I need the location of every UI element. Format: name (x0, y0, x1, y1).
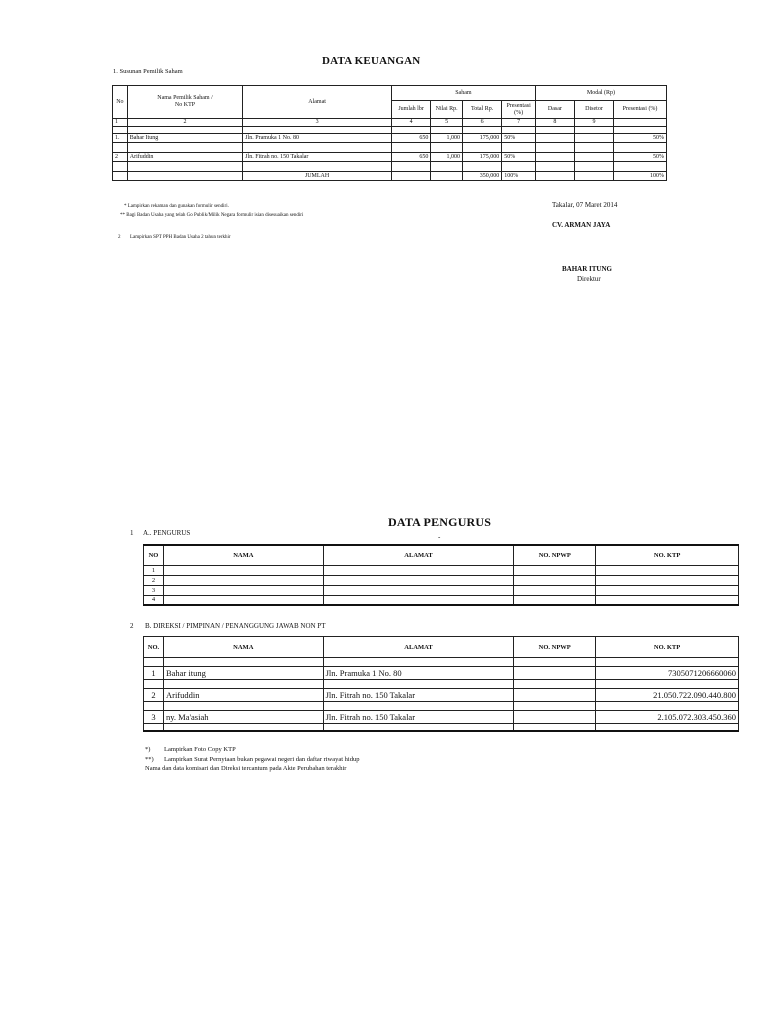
header-ktp: NO. KTP (596, 545, 739, 565)
signer-name: BAHAR ITUNG (562, 265, 612, 273)
col-number: 8 (535, 119, 574, 127)
header-no: NO (144, 545, 164, 565)
director-name: Arifuddin (163, 689, 323, 702)
jumlah-pct-modal: 100% (614, 172, 667, 181)
section-b-number: 2 (130, 622, 134, 630)
header-nama: NAMA (163, 545, 323, 565)
footnote-2: Lampirkan Surat Pernytaan bukan pegawai negeri dan daftar riwayat hidup (164, 756, 360, 763)
shareholder-address: Jln. Fitrah no. 150 Takalar (243, 153, 392, 162)
col-number: 7 (502, 119, 536, 127)
header-nama: NAMA (163, 637, 323, 658)
director-name: Bahar itung (163, 667, 323, 680)
col-number: 5 (431, 119, 463, 127)
keuangan-title: DATA KEUANGAN (322, 55, 421, 67)
note-spt: Lampirkan SPT PPH Badan Usaha 2 tahun terkhir (130, 235, 231, 240)
signer-title: Direktur (577, 275, 601, 283)
col-number: 9 (574, 119, 613, 127)
header-nilai-rp: Nilai Rp. (431, 101, 463, 119)
director-name: ny. Ma'asiah (163, 711, 323, 724)
header-ktp: NO. KTP (596, 637, 739, 658)
header-dasar: Dasar (535, 101, 574, 119)
header-npwp: NO. NPWP (514, 637, 596, 658)
header-alamat: ALAMAT (323, 545, 514, 565)
note-spt-number: 2 (118, 235, 121, 240)
section-b-label: B. DIREKSI / PIMPINAN / PENANGGUNG JAWAB NON PT (145, 622, 326, 630)
footnote-3: Nama dan data komisari dan Direksi tercantum pada Akte Perubahan terakhir (145, 765, 347, 772)
header-saham: Saham (391, 86, 535, 101)
header-npwp: NO. NPWP (514, 545, 596, 565)
table-row: 2 (144, 575, 739, 585)
header-no: No (113, 86, 128, 119)
table-row: 1. Bahar Itung Jln. Pramuka 1 No. 80 650 1,000 175,000 50% 50% (113, 134, 667, 143)
director-ktp: 7305071206660060 (596, 667, 739, 680)
section-a-label: A.. PENGURUS (143, 529, 191, 537)
footnote-1: Lampirkan Foto Copy KTP (164, 746, 236, 753)
header-alamat: Alamat (243, 86, 392, 119)
header-presentasi: Presentasi (%) (502, 101, 536, 119)
pengurus-table (143, 544, 739, 606)
header-total-rp: Total Rp. (462, 101, 501, 119)
footnote-2-mark: **) (145, 756, 154, 763)
header-presentasi-modal: Presentasi (%) (614, 101, 667, 119)
table-row: 4 (144, 595, 739, 605)
table-row: 2 Arifuddin Jln. Fitrah no. 150 Takalar 21.050.722.090.440.800 (144, 689, 739, 702)
header-nama: Nama Pemilik Saham / No KTP (127, 86, 243, 119)
note-1: * Lampirkan rekaman dan gunakan formulir sendiri. (124, 204, 229, 209)
section-label-susunan: 1. Susunan Pemilik Saham (113, 68, 183, 75)
header-jumlah-lbr: Jumlah lbr (391, 101, 430, 119)
direksi-table (143, 636, 739, 732)
director-ktp: 21.050.722.090.440.800 (596, 689, 739, 702)
company-name: CV. ARMAN JAYA (552, 221, 611, 229)
header-modal: Modal (Rp) (535, 86, 666, 101)
header-disetor: Disetor (574, 101, 613, 119)
director-ktp: 2.105.072.303.450.360 (596, 711, 739, 724)
jumlah-pct: 100% (502, 172, 536, 181)
shareholder-name: Bahar Itung (127, 134, 243, 143)
section-a-number: 1 (130, 529, 134, 537)
table-row: 3 (144, 585, 739, 595)
column-number-row (113, 119, 667, 127)
pengurus-title: DATA PENGURUS (388, 515, 492, 529)
place-date: Takalar, 07 Maret 2014 (552, 201, 618, 209)
shareholder-name: Arifuddin (127, 153, 243, 162)
footnote-1-mark: *) (145, 746, 151, 753)
director-address: Jln. Fitrah no. 150 Takalar (323, 711, 514, 724)
table-row: 3 ny. Ma'asiah Jln. Fitrah no. 150 Takalar 2.105.072.303.450.360 (144, 711, 739, 724)
col-number: 4 (391, 119, 430, 127)
header-alamat: ALAMAT (323, 637, 514, 658)
table-row: 1 (144, 565, 739, 575)
table-row: 2 Arifuddin Jln. Fitrah no. 150 Takalar 650 1,000 175,000 50% 50% (113, 153, 667, 162)
col-number: 3 (243, 119, 392, 127)
jumlah-total: 350,000 (462, 172, 501, 181)
director-address: Jln. Fitrah no. 150 Takalar (323, 689, 514, 702)
col-number: 2 (127, 119, 243, 127)
dash-mark: - (438, 533, 441, 541)
col-number: 6 (462, 119, 501, 127)
shareholder-address: Jln. Pramuka 1 No. 80 (243, 134, 392, 143)
jumlah-row (113, 172, 667, 181)
shareholders-table (112, 85, 667, 181)
table-row: 1 Bahar itung Jln. Pramuka 1 No. 80 7305071206660060 (144, 667, 739, 680)
col-number: 1 (113, 119, 128, 127)
director-address: Jln. Pramuka 1 No. 80 (323, 667, 514, 680)
note-2: ** Bagi Badan Usaha yang telah Go Publik/Milik Negara formulir isian disesuaikan sendiri (120, 213, 304, 218)
header-no: NO. (144, 637, 164, 658)
jumlah-label: JUMLAH (243, 172, 392, 181)
